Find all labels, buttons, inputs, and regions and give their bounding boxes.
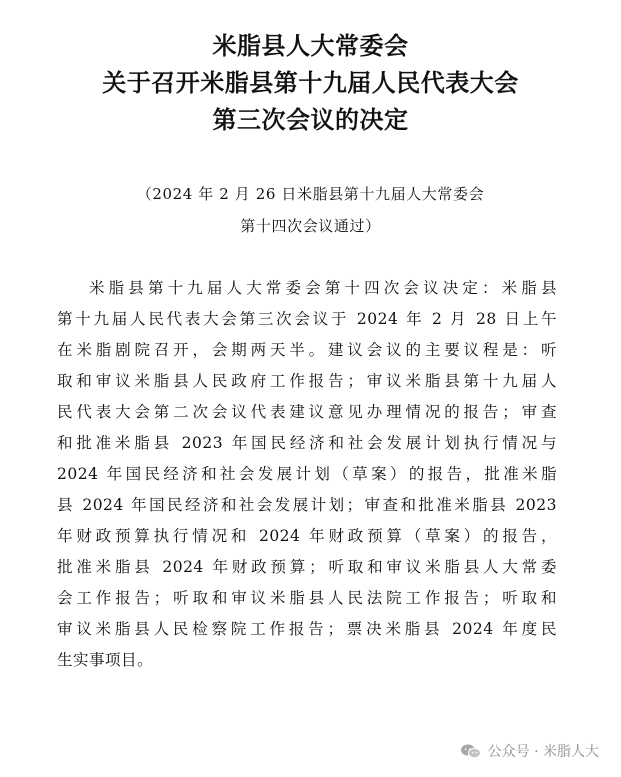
body-line: 生实事项目。 [57,651,154,669]
body-line: 和批准米脂县 2023 年国民经济和社会发展计划执行情况与 [57,434,557,452]
wechat-watermark [460,741,599,761]
body-line: 米脂县第十九届人大常委会第十四次会议决定：米脂县 [89,279,557,297]
adoption-note-line-1: （2024 年 2 月 26 日米脂县第十九届人大常委会 [136,185,485,203]
body-line: 审议米脂县人民检察院工作报告；票决米脂县 2024 年度民 [57,620,557,638]
body-line: 年财政预算执行情况和 2024 年财政预算（草案）的报告， [57,527,557,545]
title-line-1: 米脂县人大常委会 [212,32,409,60]
title-line-3: 第三次会议的决定 [212,106,409,134]
wechat-icon [460,743,482,759]
body-line: 民代表大会第二次会议代表建议意见办理情况的报告；审查 [57,403,557,421]
adoption-note-line-2: 第十四次会议通过） [240,217,381,235]
body-line: 取和审议米脂县人民政府工作报告；审议米脂县第十九届人 [57,372,557,390]
watermark-text: 公众号 · 米脂人大 [487,744,599,760]
document-title [0,28,621,139]
body-line: 第十九届人民代表大会第三次会议于 2024 年 2 月 28 日上午 [57,310,557,328]
decision-body [57,273,557,676]
body-line: 在米脂剧院召开，会期两天半。建议会议的主要议程是：听 [57,341,557,359]
body-line: 批准米脂县 2024 年财政预算；听取和审议米脂县人大常委 [57,558,557,576]
adoption-note [0,178,621,242]
body-line: 会工作报告；听取和审议米脂县人民法院工作报告；听取和 [57,589,557,607]
body-line: 2024 年国民经济和社会发展计划（草案）的报告，批准米脂 [57,465,557,483]
title-line-2: 关于召开米脂县第十九届人民代表大会 [102,69,519,97]
body-line: 县 2024 年国民经济和社会发展计划；审查和批准米脂县 2023 [57,496,557,514]
